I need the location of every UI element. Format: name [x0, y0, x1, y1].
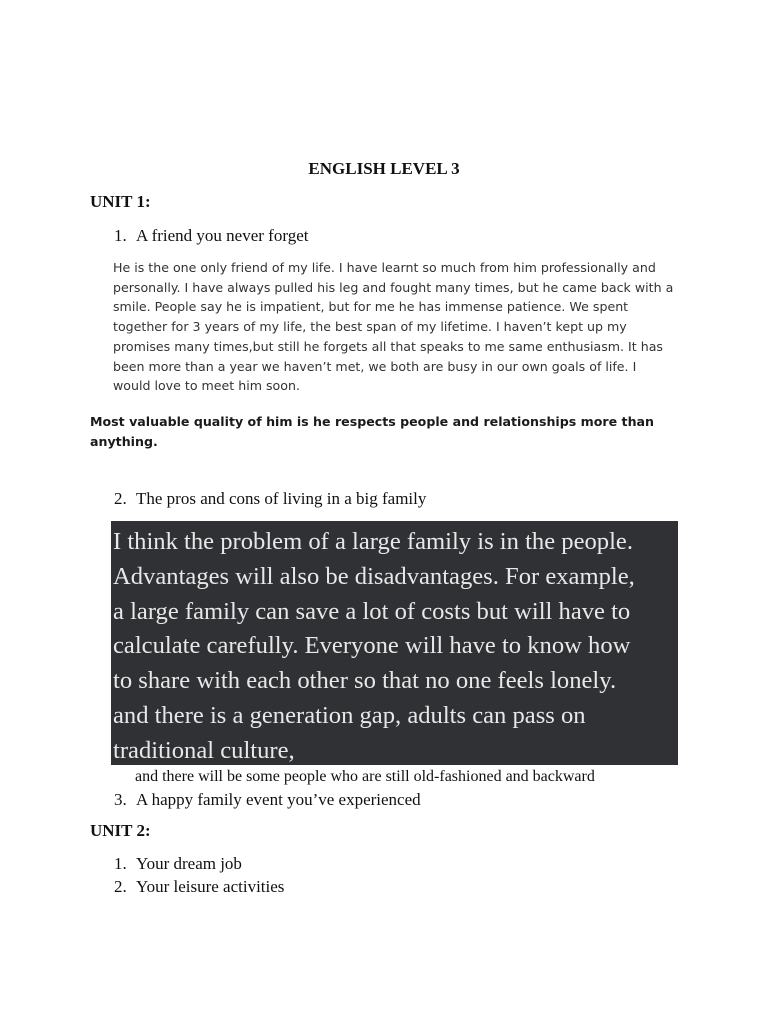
- document-title: ENGLISH LEVEL 3: [308, 159, 460, 178]
- highlighted-line: traditional culture,: [113, 736, 295, 764]
- item-text: Your dream job: [136, 854, 242, 873]
- unit-1-item-1: [114, 225, 308, 247]
- highlighted-line: calculate carefully. Everyone will have to know how: [113, 632, 631, 660]
- item-number: 2.: [114, 877, 127, 896]
- paragraph-line: personally. I have always pulled his leg and fought many times, but he came back with a: [113, 279, 674, 295]
- highlighted-line: I think the problem of a large family is in the people.: [113, 528, 633, 555]
- unit-1-item-2: [114, 488, 426, 510]
- unit-2-item-1: [114, 853, 242, 875]
- paragraph-line: together for 3 years of my life, the best span of my lifetime. I haven’t kept up my: [113, 319, 627, 335]
- paragraph-line: would love to meet him soon.: [113, 378, 300, 394]
- bold-line: Most valuable quality of him is he respects people and relationships more than: [90, 414, 655, 429]
- paragraph-line: been more than a year we haven’t met, we both are busy in our own goals of life. I: [113, 358, 637, 374]
- highlighted-line: a large family can save a lot of costs but will have to: [113, 597, 631, 625]
- item-text: The pros and cons of living in a big family: [136, 489, 427, 508]
- paragraph-line: smile. People say he is impatient, but for me he has immense patience. We spent: [113, 299, 629, 315]
- item-text: A happy family event you’ve experienced: [136, 790, 421, 809]
- item-text: Your leisure activities: [136, 877, 285, 896]
- valuable-quality-paragraph: [90, 412, 690, 451]
- paragraph-line: He is the one only friend of my life. I have learnt so much from him professionally and: [113, 260, 656, 275]
- item-text: A friend you never forget: [136, 226, 309, 245]
- highlighted-line: to share with each other so that no one feels lonely.: [113, 667, 617, 695]
- unit-2-item-2: [114, 876, 284, 898]
- unit-1-item-3: [114, 789, 421, 811]
- bold-line: anything.: [90, 433, 158, 449]
- highlighted-line: Advantages will also be disadvantages. For example,: [113, 562, 635, 590]
- item-number: 3.: [114, 790, 127, 809]
- item-number: 1.: [114, 226, 127, 245]
- unit-2-heading: UNIT 2:: [90, 821, 151, 840]
- paragraph-line: promises many times,but still he forgets all that speaks to me same enthusiasm. It has: [113, 338, 663, 354]
- item-number: 1.: [114, 854, 127, 873]
- highlighted-line: and there is a generation gap, adults can pass on: [113, 701, 586, 729]
- continuation-line: and there will be some people who are still old-fashioned and backward: [135, 768, 595, 785]
- item-number: 2.: [114, 489, 127, 508]
- highlighted-text: [113, 525, 679, 769]
- friend-paragraph: [113, 258, 678, 396]
- unit-1-heading: UNIT 1:: [90, 192, 151, 211]
